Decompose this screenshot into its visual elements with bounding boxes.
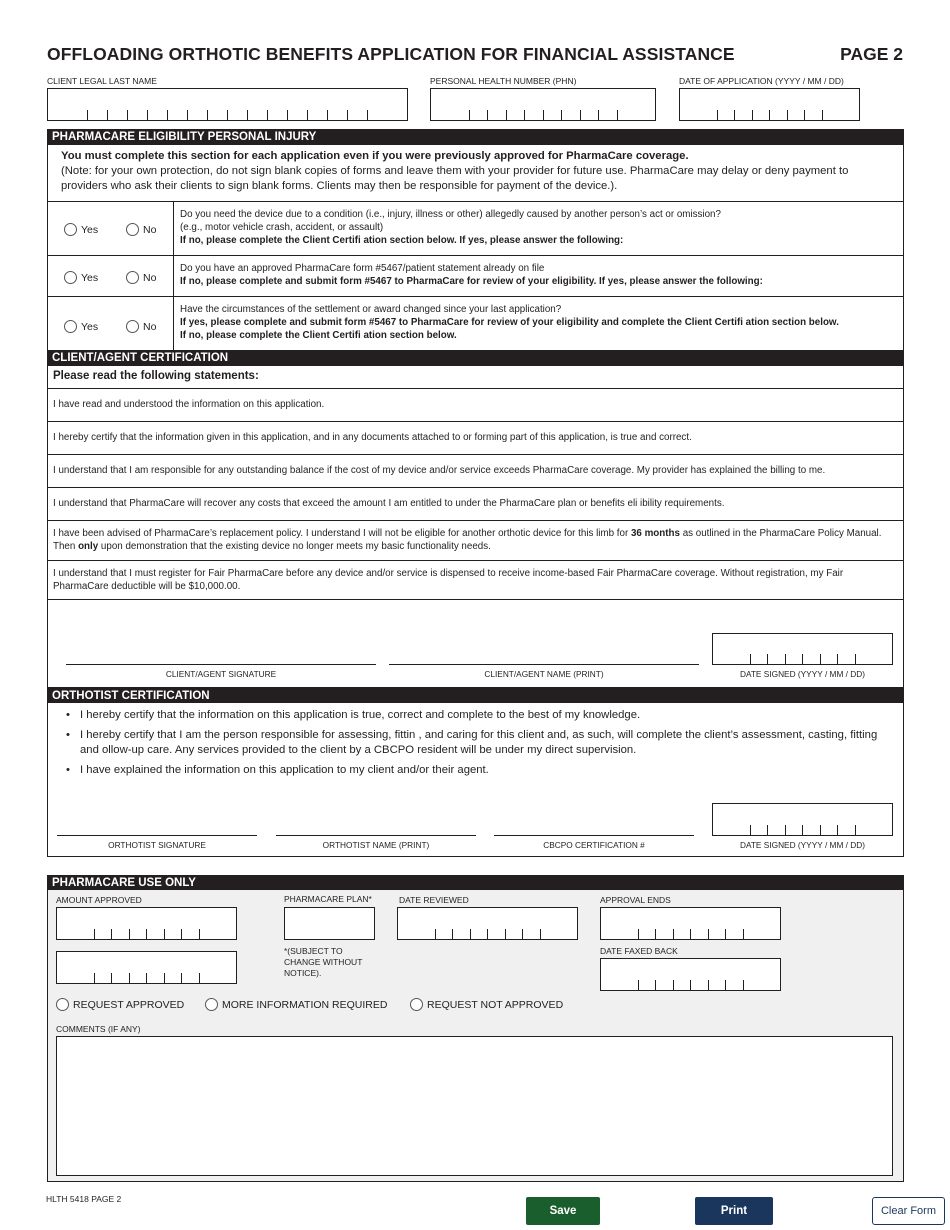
request-approved-label: REQUEST APPROVED bbox=[73, 998, 185, 1011]
q1-instruction: If no, please complete the Client Certifi ation section below. If yes, please answer the following: bbox=[180, 235, 624, 246]
application-date-label: DATE OF APPLICATION (YYYY / MM / DD) bbox=[679, 76, 844, 86]
q1-yes-radio[interactable] bbox=[64, 223, 77, 236]
statement-3 bbox=[48, 454, 903, 487]
approval-ends-label: APPROVAL ENDS bbox=[600, 895, 671, 905]
statement-4-text: I understand that PharmaCare will recover any costs that exceed the amount I am entitled to under the PharmaCare plan or benefits eli ibility requirements. bbox=[53, 498, 725, 509]
statement-2 bbox=[48, 421, 903, 454]
q3-no-label: No bbox=[143, 320, 157, 333]
statement-5-text-e: upon demonstration that the existing device no longer meets my basic functionality needs. bbox=[98, 541, 491, 552]
pharmacare-plan-note: *(SUBJECT TO CHANGE WITHOUT NOTICE). bbox=[284, 946, 363, 978]
orthotist-date-signed-field[interactable] bbox=[712, 803, 893, 836]
eligibility-question-3 bbox=[48, 296, 903, 352]
date-reviewed-field[interactable] bbox=[397, 907, 578, 940]
q2-instruction: If no, please complete and submit form #5467 to PharmaCare for review of your eligibility. If yes, please answer the following: bbox=[180, 276, 763, 287]
eligibility-question-2 bbox=[48, 255, 903, 296]
form-title: OFFLOADING ORTHOTIC BENEFITS APPLICATION FOR FINANCIAL ASSISTANCE bbox=[47, 44, 735, 64]
q2-no-label: No bbox=[143, 271, 157, 284]
q3-instruction-yes: If yes, please complete and submit form #5467 to PharmaCare for review of your eligibility and complete the Client Certifi ation section below. bbox=[180, 317, 839, 328]
comments-field[interactable] bbox=[56, 1036, 893, 1176]
orthotist-cert-section: • I hereby certify that the information on this application is true, correct and complete to the best of my knowledge. • I hereby certify that I am the person responsible for assessing, fittin , and caring for this client and, as such, will complete the client’s assessment, casting, fitting and ollow-up care. Any services provided to the client by a CBCPO resident will be under my direct supervision. • I have explained the information on this application to my client and/or their agent. ORTHOTIST SIGNATURE ORTHOTIST NAME (PRINT) CBCPO CERTIFICATION # DATE SIGNED (YYYY / MM / DD) bbox=[47, 703, 904, 857]
statement-5-months: 36 months bbox=[630, 528, 680, 539]
q2-text: Do you have an approved PharmaCare form #5467/patient statement already on file bbox=[180, 263, 545, 274]
option-not-approved[interactable] bbox=[410, 996, 563, 1014]
form-code: HLTH 5418 PAGE 2 bbox=[46, 1194, 122, 1204]
q1-answer-cell bbox=[48, 202, 174, 255]
date-reviewed-label: DATE REVIEWED bbox=[399, 895, 469, 905]
option-request-approved[interactable] bbox=[56, 996, 184, 1014]
statement-6 bbox=[48, 560, 903, 600]
client-cert-section bbox=[47, 365, 904, 688]
statement-5-only: only bbox=[78, 541, 99, 552]
eligibility-intro-note: (Note: for your own protection, do not sign blank copies of forms and leave them with your provider for future use. PharmaCare may delay or deny payment to providers who ask their clients to sign blank forms. Clients may then be responsible for payment of the device.). bbox=[61, 165, 849, 192]
statement-2-text: I hereby certify that the information given in this application, and in any documents attached to or forming part of this application, is true and correct. bbox=[53, 432, 692, 443]
orthotist-cert-heading: ORTHOTIST CERTIFICATION bbox=[47, 688, 904, 703]
clear-form-button[interactable]: Clear Form bbox=[872, 1197, 945, 1225]
pharmacare-plan-field[interactable] bbox=[284, 907, 375, 940]
client-signature-label: CLIENT/AGENT SIGNATURE bbox=[165, 669, 277, 679]
amount-approved-label: AMOUNT APPROVED bbox=[56, 895, 142, 905]
client-signature-field[interactable] bbox=[66, 664, 376, 679]
q3-instruction-no: If no, please complete the Client Certifi ation section below. bbox=[180, 330, 457, 341]
eligibility-intro-bold: You must complete this section for each application even if you were previously approved for PharmaCare coverage. bbox=[61, 150, 689, 162]
client-name-field[interactable] bbox=[389, 664, 699, 679]
orthotist-signature-field[interactable] bbox=[57, 835, 257, 850]
save-button[interactable]: Save bbox=[526, 1197, 600, 1225]
orthotist-bullet-1: I hereby certify that the information on this application is true, correct and complete to the best of my knowledge. bbox=[80, 709, 641, 721]
pharmacare-plan-label: PHARMACARE PLAN* bbox=[284, 894, 372, 904]
q2-yes-radio[interactable] bbox=[64, 271, 77, 284]
date-faxed-back-label: DATE FAXED BACK bbox=[600, 946, 678, 956]
not-approved-label: REQUEST NOT APPROVED bbox=[427, 998, 564, 1011]
more-info-radio[interactable] bbox=[205, 998, 218, 1011]
pharmacare-use-heading: PHARMACARE USE ONLY bbox=[47, 875, 904, 890]
eligibility-heading: PHARMACARE ELIGIBILITY PERSONAL INJURY bbox=[47, 129, 904, 144]
application-date-field[interactable] bbox=[679, 88, 860, 121]
statement-6-text: I understand that I must register for Fair PharmaCare before any device and/or service is dispensed to receive income-based Fair PharmaCare coverage. Without registration, my Fair PharmaCare deductible will be $10,000.00. bbox=[53, 568, 844, 592]
not-approved-radio[interactable] bbox=[410, 998, 423, 1011]
orthotist-bullet-3: I have explained the information on this application to my client and/or their agent. bbox=[80, 764, 489, 776]
q3-yes-radio[interactable] bbox=[64, 320, 77, 333]
q2-yes-label: Yes bbox=[81, 271, 99, 284]
cbcpo-certification-field[interactable] bbox=[494, 835, 694, 850]
statement-5-text-a: I have been advised of PharmaCare’s replacement policy. I understand I will not be eligible for another orthotic device for this limb for bbox=[53, 528, 631, 539]
client-cert-read: Please read the following statements: bbox=[53, 370, 259, 382]
statement-1-text: I have read and understood the information on this application. bbox=[53, 399, 325, 410]
date-faxed-back-field[interactable] bbox=[600, 958, 781, 991]
phn-field[interactable] bbox=[430, 88, 656, 121]
client-cert-heading: CLIENT/AGENT CERTIFICATION bbox=[47, 350, 904, 365]
page-number: PAGE 2 bbox=[840, 44, 903, 64]
q2-answer-cell bbox=[48, 256, 174, 296]
phn-label: PERSONAL HEALTH NUMBER (PHN) bbox=[430, 76, 577, 86]
amount-approved-field-2[interactable] bbox=[56, 951, 237, 984]
orthotist-name-field[interactable] bbox=[276, 835, 476, 850]
statement-1 bbox=[48, 388, 903, 421]
client-date-signed-label: DATE SIGNED (YYYY / MM / DD) bbox=[739, 669, 866, 679]
request-approved-radio[interactable] bbox=[56, 998, 69, 1011]
q3-yes-label: Yes bbox=[81, 320, 99, 333]
amount-approved-field-1[interactable] bbox=[56, 907, 237, 940]
q3-text: Have the circumstances of the settlement or award changed since your last application? bbox=[180, 304, 562, 315]
option-more-info[interactable] bbox=[205, 996, 387, 1014]
print-button[interactable]: Print bbox=[695, 1197, 773, 1225]
orthotist-bullet-2: I hereby certify that I am the person responsible for assessing, fittin , and caring for this client and, as such, will complete the client’s assessment, casting, fitting and ollow-up care. Any services provided to the client by a CBCPO resident will be under my direct supervision. bbox=[80, 729, 878, 756]
q1-yes-label: Yes bbox=[81, 223, 99, 236]
pharmacare-use-section bbox=[47, 890, 904, 1182]
more-info-label: MORE INFORMATION REQUIRED bbox=[222, 998, 388, 1011]
q1-no-radio[interactable] bbox=[126, 223, 139, 236]
cbcpo-certification-label: CBCPO CERTIFICATION # bbox=[543, 840, 645, 850]
q1-no-label: No bbox=[143, 223, 157, 236]
comments-label: COMMENTS (IF ANY) bbox=[56, 1024, 141, 1034]
orthotist-signature-label: ORTHOTIST SIGNATURE bbox=[108, 840, 206, 850]
q3-no-radio[interactable] bbox=[126, 320, 139, 333]
statement-5-text-c: as outlined in the PharmaCare Policy Manual. Then bbox=[53, 528, 882, 552]
q2-no-radio[interactable] bbox=[126, 271, 139, 284]
statement-3-text: I understand that I am responsible for any outstanding balance if the cost of my device and/or service exceeds PharmaCare coverage. My provider has explained the billing to me. bbox=[53, 465, 826, 476]
statement-5 bbox=[48, 520, 903, 560]
orthotist-date-signed-label: DATE SIGNED (YYYY / MM / DD) bbox=[739, 840, 866, 850]
q1-text: Do you need the device due to a condition (i.e., injury, illness or other) allegedly caused by another person’s act or omission? bbox=[180, 209, 721, 220]
client-date-signed-field[interactable] bbox=[712, 633, 893, 665]
statement-4 bbox=[48, 487, 903, 520]
q3-answer-cell bbox=[48, 297, 174, 352]
client-last-name-field[interactable] bbox=[47, 88, 408, 121]
client-name-label: CLIENT/AGENT NAME (PRINT) bbox=[484, 669, 604, 679]
orthotist-name-label: ORTHOTIST NAME (PRINT) bbox=[322, 840, 430, 850]
eligibility-question-1 bbox=[48, 201, 903, 255]
client-last-name-label: CLIENT LEGAL LAST NAME bbox=[47, 76, 157, 86]
approval-ends-field[interactable] bbox=[600, 907, 781, 940]
q1-text-example: (e.g., motor vehicle crash, accident, or assault) bbox=[180, 222, 384, 233]
eligibility-section bbox=[47, 144, 904, 351]
